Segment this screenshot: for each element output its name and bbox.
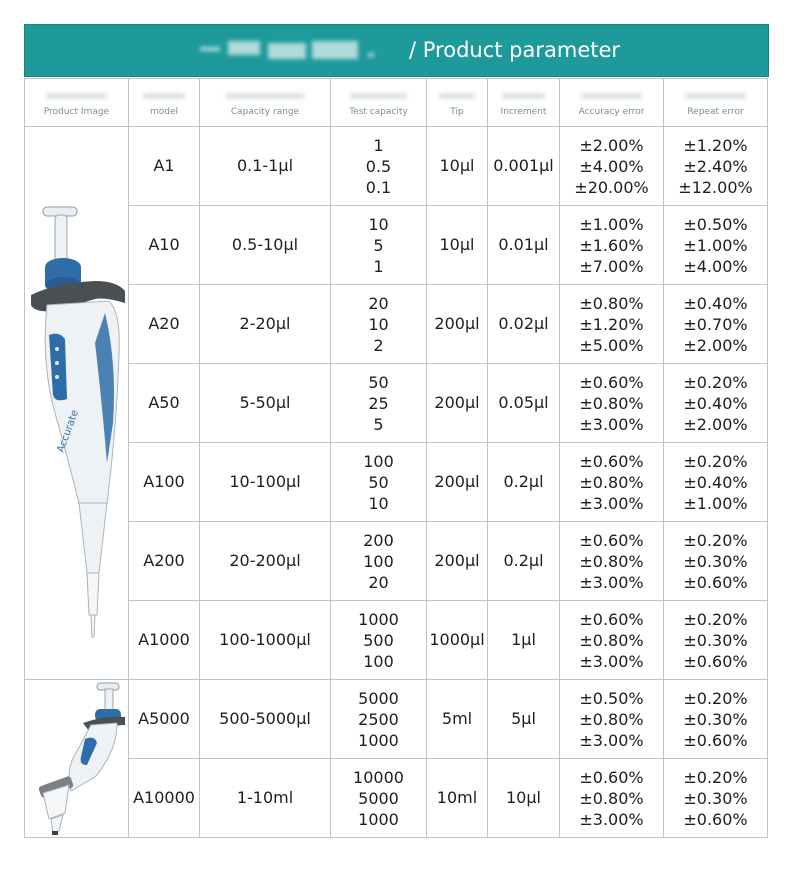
tip-cell: 10μl: [427, 127, 488, 206]
tip-cell: 5ml: [427, 680, 488, 759]
capacity-range-cell: 2-20μl: [200, 285, 331, 364]
column-header: Product Image: [25, 79, 129, 127]
repeat-error-cell: ±0.20% ±0.40% ±1.00%: [664, 443, 768, 522]
tip-cell: 200μl: [427, 364, 488, 443]
increment-cell: 1μl: [488, 601, 560, 680]
capacity-range-cell: 0.1-1μl: [200, 127, 331, 206]
column-header: Increment: [488, 79, 560, 127]
test-capacity-cell: 100 50 10: [331, 443, 427, 522]
pipette-small-icon: [25, 681, 129, 837]
table-row: [25, 127, 768, 206]
accuracy-error-cell: ±0.60% ±0.80% ±3.00%: [560, 443, 664, 522]
page-title: / Product parameter: [409, 38, 621, 62]
test-capacity-cell: 50 25 5: [331, 364, 427, 443]
model-cell: A10: [129, 206, 200, 285]
column-header: Capacity range: [200, 79, 331, 127]
column-header: Tip: [427, 79, 488, 127]
test-capacity-cell: 5000 2500 1000: [331, 680, 427, 759]
svg-text:Accurate: Accurate: [55, 408, 81, 455]
pipette-large-icon: [25, 163, 129, 643]
column-header: Repeat error: [664, 79, 768, 127]
accuracy-error-cell: ±0.60% ±0.80% ±3.00%: [560, 601, 664, 680]
table-row: [25, 601, 768, 680]
column-header: model: [129, 79, 200, 127]
accuracy-error-cell: ±0.80% ±1.20% ±5.00%: [560, 285, 664, 364]
test-capacity-cell: 10000 5000 1000: [331, 759, 427, 838]
test-capacity-cell: 1000 500 100: [331, 601, 427, 680]
repeat-error-cell: ±0.20% ±0.30% ±0.60%: [664, 759, 768, 838]
model-cell: A200: [129, 522, 200, 601]
table-header-row: [25, 79, 768, 127]
increment-cell: 0.05μl: [488, 364, 560, 443]
test-capacity-cell: 1 0.5 0.1: [331, 127, 427, 206]
large-pipette-image-cell: [25, 127, 129, 680]
test-capacity-cell: 20 10 2: [331, 285, 427, 364]
increment-cell: 0.02μl: [488, 285, 560, 364]
small-pipette-image-cell: [25, 680, 129, 838]
repeat-error-cell: ±0.20% ±0.30% ±0.60%: [664, 680, 768, 759]
accuracy-error-cell: ±0.60% ±0.80% ±3.00%: [560, 364, 664, 443]
model-cell: A1: [129, 127, 200, 206]
capacity-range-cell: 10-100μl: [200, 443, 331, 522]
tip-cell: 1000μl: [427, 601, 488, 680]
table-row: [25, 759, 768, 838]
test-capacity-cell: 200 100 20: [331, 522, 427, 601]
tip-cell: 200μl: [427, 522, 488, 601]
model-cell: A50: [129, 364, 200, 443]
increment-cell: 10μl: [488, 759, 560, 838]
table-row: [25, 364, 768, 443]
accuracy-error-cell: ±1.00% ±1.60% ±7.00%: [560, 206, 664, 285]
capacity-range-cell: 500-5000μl: [200, 680, 331, 759]
repeat-error-cell: ±0.20% ±0.30% ±0.60%: [664, 522, 768, 601]
increment-cell: 0.2μl: [488, 443, 560, 522]
capacity-range-cell: 100-1000μl: [200, 601, 331, 680]
model-cell: A20: [129, 285, 200, 364]
table-row: [25, 206, 768, 285]
increment-cell: 0.01μl: [488, 206, 560, 285]
accuracy-error-cell: ±2.00% ±4.00% ±20.00%: [560, 127, 664, 206]
increment-cell: 0.001μl: [488, 127, 560, 206]
capacity-range-cell: 0.5-10μl: [200, 206, 331, 285]
tip-cell: 10ml: [427, 759, 488, 838]
test-capacity-cell: 10 5 1: [331, 206, 427, 285]
accuracy-error-cell: ±0.60% ±0.80% ±3.00%: [560, 522, 664, 601]
accuracy-error-cell: ±0.50% ±0.80% ±3.00%: [560, 680, 664, 759]
parameter-table: [24, 78, 768, 838]
capacity-range-cell: 20-200μl: [200, 522, 331, 601]
table-row: [25, 522, 768, 601]
column-header: Accuracy error: [560, 79, 664, 127]
repeat-error-cell: ±0.20% ±0.30% ±0.60%: [664, 601, 768, 680]
table-row: [25, 680, 768, 759]
tip-cell: 200μl: [427, 443, 488, 522]
repeat-error-cell: ±0.50% ±1.00% ±4.00%: [664, 206, 768, 285]
model-cell: A5000: [129, 680, 200, 759]
title-banner: [24, 24, 769, 77]
table-row: [25, 285, 768, 364]
table-row: [25, 443, 768, 522]
increment-cell: 0.2μl: [488, 522, 560, 601]
repeat-error-cell: ±1.20% ±2.40% ±12.00%: [664, 127, 768, 206]
repeat-error-cell: ±0.20% ±0.40% ±2.00%: [664, 364, 768, 443]
model-cell: A100: [129, 443, 200, 522]
model-cell: A1000: [129, 601, 200, 680]
increment-cell: 5μl: [488, 680, 560, 759]
column-header: Test capacity: [331, 79, 427, 127]
model-cell: A10000: [129, 759, 200, 838]
blurred-title-text: [200, 37, 390, 63]
tip-cell: 10μl: [427, 206, 488, 285]
capacity-range-cell: 1-10ml: [200, 759, 331, 838]
repeat-error-cell: ±0.40% ±0.70% ±2.00%: [664, 285, 768, 364]
accuracy-error-cell: ±0.60% ±0.80% ±3.00%: [560, 759, 664, 838]
capacity-range-cell: 5-50μl: [200, 364, 331, 443]
tip-cell: 200μl: [427, 285, 488, 364]
